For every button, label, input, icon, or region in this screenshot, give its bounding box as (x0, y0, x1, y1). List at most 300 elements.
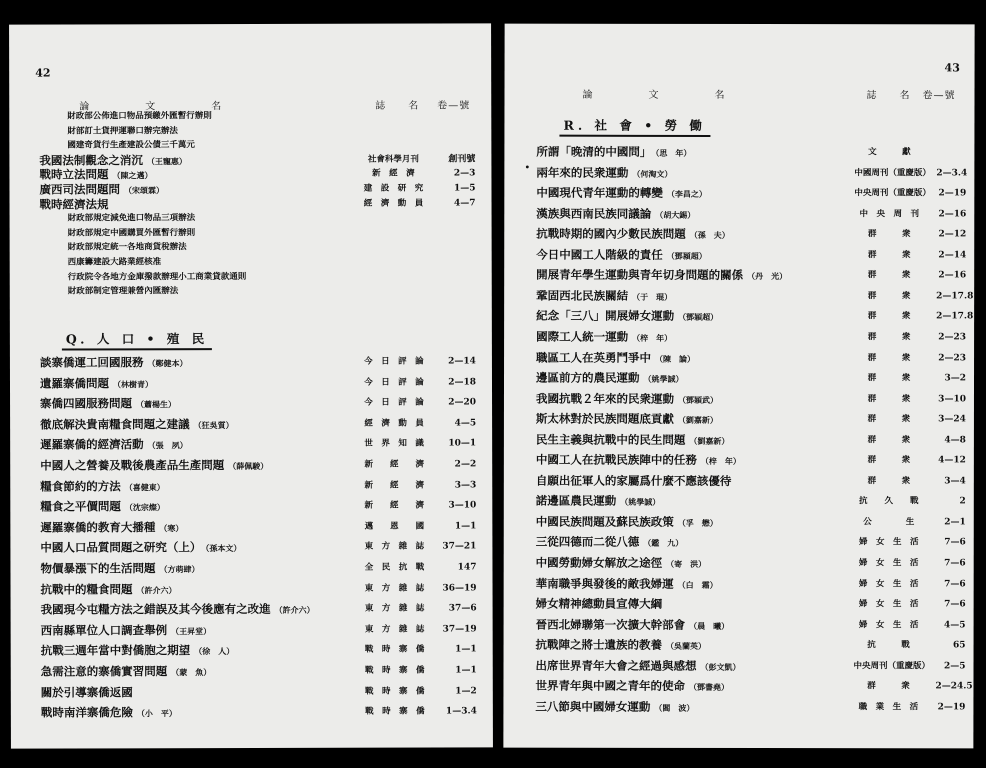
entry-row (536, 329, 966, 346)
entry-title-text: 廣西司法問題問 (39, 182, 121, 197)
entry-magazine: 群 衆 (867, 455, 911, 466)
entry-magazine: 中央周刊（重慶版） (854, 188, 931, 199)
entry-magazine: 群 衆 (867, 229, 911, 240)
entry-issue: 3—10 (938, 393, 966, 404)
entry-author: （姚學誠） (643, 373, 684, 384)
entry-author: （狂吳質） (193, 419, 234, 430)
entry-row (536, 596, 966, 613)
entry-row (536, 637, 966, 654)
entry-magazine: 邁 恩 國 (364, 521, 425, 532)
entry-title-text: 中國工人在抗戰民族陣中的任務 (535, 452, 697, 468)
entry-row (40, 374, 480, 391)
entry-magazine: 文 獻 (868, 147, 911, 158)
entry-issue: 2—23 (938, 352, 967, 363)
entry-magazine: 全 民 抗 戰 (364, 562, 425, 573)
entry-row (41, 662, 481, 679)
entry-magazine: 職 業 生 活 (858, 702, 919, 713)
entry-issue: 36—19 (442, 583, 477, 594)
entry-row (40, 415, 480, 432)
entry-row (536, 308, 974, 325)
entry-row (536, 534, 966, 551)
entry-author: （鑑 九） (643, 538, 684, 549)
entry-issue: 4—5 (454, 418, 477, 429)
entry-title-text: 晉西北婦聯第一次擴大幹部會 (535, 617, 686, 632)
entry-title (536, 637, 866, 655)
entry-title-text: 抗戰時期的國內少數民族問題 (536, 226, 686, 242)
entry-title-text: 邊區前方的農民運動 (536, 370, 640, 385)
entry-magazine: 群 衆 (867, 311, 911, 322)
entry-issue: 3—2 (944, 373, 967, 384)
entry-title (536, 185, 866, 203)
header-issue: 卷—號 (922, 90, 956, 102)
entry-title (40, 539, 360, 557)
entry-title-text: 職區工人在英勇鬥爭中 (536, 350, 652, 365)
entry-title (536, 246, 866, 264)
entry-author: （孫本文） (205, 543, 242, 554)
entry-issue: 2—3 (453, 168, 476, 179)
entry-issue: 147 (457, 562, 477, 573)
entry-magazine: 世 界 知 識 (364, 438, 424, 450)
entry-author: （白 霜） (677, 579, 718, 590)
entry-author: （鄧書堯） (688, 682, 729, 693)
entry-magazine: 今 日 評 論 (364, 397, 424, 408)
entry-issue: 1—1 (454, 521, 477, 532)
entry-issue: 4—5 (944, 619, 966, 631)
entry-author: （梓 年） (632, 332, 673, 343)
entry-issue: 2—17.8 (936, 311, 974, 322)
entry-magazine: 群 衆 (867, 681, 910, 692)
entry-title (40, 477, 360, 495)
entry-author: （陳之邁） (112, 170, 153, 181)
entry-issue: 2—19 (937, 702, 966, 713)
entry-issue: 1—1 (455, 644, 477, 655)
entry-title (41, 642, 361, 660)
entry-title (536, 226, 866, 244)
entry-title-text: 世界青年與中國之青年的使命 (535, 678, 685, 694)
entry-title (41, 663, 361, 681)
entry-row (536, 431, 966, 448)
entry-author: （小 平） (136, 708, 177, 719)
entry-title-text: 出席世界青年大會之經過與感想 (535, 658, 697, 673)
entry-author: （喜健東） (124, 481, 165, 492)
entry-author: （于 琨） (632, 291, 673, 302)
entry-title-text: 我國抗戰２年來的民衆運動 (535, 391, 674, 406)
entry-issue: 4—7 (453, 198, 476, 209)
entry-magazine: 群 衆 (867, 291, 911, 302)
entry-title (41, 580, 361, 598)
entry-row (536, 616, 966, 633)
entry-issue: 1—3.4 (445, 706, 477, 717)
entry-title-text: 今日中國工人階級的責任 (536, 247, 663, 262)
entry-magazine: 婦 女 生 活 (858, 619, 919, 630)
entry-row (536, 226, 966, 243)
entry-row (536, 144, 966, 161)
entry-magazine: 中國周刊（重慶版） (854, 167, 931, 178)
entry-author: （林樹青） (112, 378, 154, 389)
entry-author: （蒙 魚） (171, 667, 212, 678)
entry-title (536, 555, 866, 573)
entry-author: （鄧穎超） (678, 312, 719, 323)
entry-row (535, 657, 965, 674)
entry-title-text: 漢族與西南民族同議論 (536, 206, 652, 221)
entry-title (536, 493, 866, 511)
entry-author: （王寵惠） (146, 155, 187, 167)
entry-issue: 3—4 (944, 476, 966, 487)
entry-title (536, 575, 866, 593)
entry-row (41, 621, 481, 638)
entry-title (68, 283, 388, 300)
entry-issue: 37—19 (442, 624, 477, 635)
entry-magazine: 群 衆 (867, 270, 911, 281)
entry-row (535, 678, 973, 695)
entry-title (536, 308, 866, 326)
entry-title-text: 自願出征軍人的家屬爲什麼不應該優待 (535, 473, 732, 488)
entry-magazine: 東 方 雜 誌 (364, 624, 425, 635)
entry-title (536, 287, 866, 305)
entry-issue: 2—2 (454, 459, 477, 470)
entry-author: （劉嘉新） (689, 435, 730, 446)
entry-title (536, 144, 866, 162)
entry-author: （李昌之） (666, 188, 707, 200)
entry-title-text: 糧食之平價問題 (40, 499, 121, 514)
entry-title (536, 329, 866, 347)
entry-title-text: 婦女精神總動員宣傳大綱 (535, 596, 663, 611)
entry-magazine: 今 日 評 論 (364, 356, 424, 367)
entry-row (536, 185, 966, 202)
entry-title (40, 457, 360, 475)
entry-title-text: 遲羅寨僑的經濟活動 (40, 437, 144, 452)
entry-title-text: 抗戰三週年當中對僑胞之期望 (40, 643, 191, 658)
entry-magazine: 抗 久 戰 (859, 496, 919, 507)
entry-title-text: 我國現今屯糧方法之錯誤及其今後應有之改進 (40, 602, 271, 617)
entry-issue: 創刊號 (448, 154, 476, 165)
entry-magazine: 公 生 (863, 517, 915, 528)
entry-row (40, 395, 480, 412)
entry-magazine: 抗 戰 (867, 640, 910, 651)
entry-row (40, 456, 480, 473)
entry-magazine: 群 衆 (867, 414, 911, 425)
entry-author: （何淘文） (632, 168, 673, 179)
entry-magazine: 中 央 周 刊 (859, 208, 920, 219)
entry-issue: 2—1 (944, 517, 966, 528)
entry-issue: 2—18 (448, 377, 477, 388)
entry-title (536, 349, 866, 367)
entry-title-text: 糧食節約的方法 (40, 478, 121, 494)
entry-title-text: 行政院令各地方金庫撥款辦理小工商業貸款通則 (67, 271, 247, 283)
entry-title-text: 紀念「三八」開展婦女運動 (536, 309, 675, 324)
entry-title-text: 斯太林對於民族問題底貢獻 (535, 411, 674, 427)
entry-magazine: 新 經 濟 (372, 168, 415, 180)
entry-issue: 3—24 (938, 414, 966, 425)
entry-magazine: 戰 時 寨 僑 (365, 686, 425, 697)
entry-author: （姚學誠） (620, 497, 661, 508)
header-title: 論 文 名 (582, 89, 726, 101)
entry-title (40, 354, 360, 372)
entry-row (40, 498, 480, 515)
entry-row (536, 267, 966, 284)
entry-title (535, 698, 865, 716)
entry-title-text: 三從四德而二從八德 (535, 535, 640, 550)
entry-author: （彭文凱） (700, 661, 741, 672)
entry-magazine: 婦 女 生 活 (858, 578, 919, 589)
entry-row (40, 283, 480, 300)
entry-issue: 7—6 (944, 578, 966, 589)
entry-title-text: 急需注意的寨僑實習問題 (40, 664, 168, 679)
entry-row (41, 580, 481, 597)
entry-author: （薛佩駿） (228, 460, 269, 472)
entry-title-text: 國建奇貨行生產建設公債三千萬元 (67, 140, 195, 151)
entry-magazine: 東 方 雜 誌 (364, 603, 425, 614)
entry-author: （沈宗燦） (124, 502, 165, 513)
entry-title (535, 657, 865, 675)
entry-title (536, 596, 866, 613)
entry-title (40, 436, 360, 454)
entry-row (40, 518, 480, 535)
bullet-mark: • (524, 162, 531, 174)
entry-title-text: 戰時南洋寨僑危險 (40, 705, 133, 720)
entry-magazine: 新 經 濟 (364, 459, 424, 470)
page-number: 42 (35, 66, 51, 80)
entry-author: （王昇堂） (171, 625, 212, 637)
entry-issue: 2—14 (448, 356, 476, 367)
entry-title-text: 中國民族問題及蘇民族政策 (535, 514, 674, 529)
entry-title-text: 民生主義與抗戰中的民生問題 (535, 432, 686, 447)
entry-magazine: 東 方 雜 誌 (364, 541, 425, 553)
header-issue: 卷—號 (437, 100, 471, 112)
entry-title-text: 戰時經濟法規 (39, 196, 109, 212)
entry-title-text: 抗戰陣之將士遺族的教養 (535, 637, 663, 653)
entry-title (40, 519, 360, 537)
entry-issue: 4—12 (938, 455, 966, 466)
entry-row (536, 287, 974, 304)
entry-author: （許介六） (274, 605, 315, 616)
header-magazine: 誌 名 (866, 90, 911, 102)
entry-title-text: 抗戰中的糧食問題 (40, 581, 133, 597)
entry-title-text: 關於引導寨僑返國 (40, 684, 133, 700)
entry-issue: 2—17.8 (936, 291, 974, 302)
entry-author: （劉嘉新） (677, 415, 718, 426)
entry-author: （孚 懋） (677, 517, 718, 528)
entry-title (536, 370, 866, 388)
entry-issue: 1—1 (455, 665, 477, 676)
entry-magazine: 婦 女 生 活 (858, 558, 919, 569)
entry-magazine: 東 方 雜 誌 (364, 583, 425, 594)
entry-issue: 7—6 (944, 599, 966, 610)
entry-row (536, 370, 966, 387)
header-title: 論 文 名 (79, 101, 223, 113)
entry-magazine: 戰 時 寨 僑 (365, 706, 425, 717)
entry-title-text: 財部訂土貨押運聯口辦完辦法 (67, 125, 178, 137)
section-heading-q: Q. 人 口 • 殖 民 (62, 329, 212, 350)
entry-title-text: 財政部制定管理兼營內匯辦法 (67, 286, 179, 297)
entry-title-text: 遺羅寨僑問題 (39, 375, 110, 391)
entry-title-text: 我國法制觀念之消沉 (39, 153, 143, 168)
entry-author: （鄧潁超） (666, 250, 707, 261)
entry-title-text: 物價暴漲下的生活問題 (40, 561, 156, 576)
entry-issue: 2—23 (938, 332, 967, 343)
entry-magazine: 社會科學月刊 (367, 154, 419, 165)
entry-row (536, 390, 966, 407)
entry-row (40, 477, 480, 494)
section-heading-r: R. 社 會 • 勞 働 (559, 116, 710, 137)
entry-row (535, 698, 965, 715)
entry-magazine: 群 衆 (867, 476, 911, 487)
entry-row (41, 601, 481, 618)
entry-title-text: 談寨僑運工回國服務 (39, 355, 144, 370)
entry-title (536, 164, 866, 182)
entry-title-text: 寨僑四國服務問題 (40, 396, 133, 411)
entry-author: （思 年） (655, 147, 692, 158)
entry-author: （宋頌霖） (123, 185, 165, 196)
entry-magazine: 群 衆 (867, 393, 911, 404)
entry-issue: 2—20 (448, 397, 477, 408)
entry-title (536, 390, 866, 408)
entry-author: （晨 曦） (689, 620, 730, 631)
entry-row (536, 452, 966, 469)
entry-title-text: 中國現代青年運動的轉變 (536, 185, 663, 200)
entry-title-text: 鞏固西北民族關結 (536, 288, 629, 303)
entry-row (40, 436, 480, 453)
entry-magazine: 經 濟 動 員 (364, 418, 424, 429)
entry-author: （胡大錫） (655, 209, 696, 220)
entry-row (40, 559, 480, 576)
entry-author: （閻 波） (654, 702, 695, 713)
entry-title-text: 戰時立法問題 (39, 167, 109, 182)
entry-issue: 37—21 (442, 541, 477, 552)
entry-title (40, 374, 360, 392)
entry-row (40, 539, 480, 556)
entry-author: （吳蘭英） (666, 641, 707, 652)
entry-magazine: 今 日 評 論 (364, 377, 424, 388)
entry-magazine: 經 濟 動 員 (363, 198, 424, 209)
entry-issue: 3—10 (448, 500, 477, 511)
entry-row (536, 555, 966, 572)
entry-title (536, 514, 866, 532)
entry-title (40, 416, 360, 434)
entry-row (536, 205, 966, 222)
entry-issue: 2—12 (938, 229, 967, 240)
entry-title (40, 560, 360, 578)
entry-magazine: 新 經 濟 (364, 480, 425, 491)
entry-title-text: 國際工人統一運動 (536, 329, 629, 344)
entry-title-text: 財政部規定統一各地商貨稅辦法 (67, 242, 187, 253)
entry-title-text: 華南職爭與發後的敵我婦運 (535, 576, 674, 591)
entry-magazine: 婦 女 生 活 (858, 599, 919, 610)
entry-title-text: 西康籌建設大路業經核准 (67, 257, 162, 268)
entry-author: （梓 年） (700, 456, 741, 467)
entry-magazine: 群 衆 (867, 373, 911, 384)
entry-title (41, 622, 361, 640)
entry-row (536, 411, 966, 428)
entry-magazine: 群 衆 (867, 352, 911, 363)
left-page (9, 23, 493, 748)
entry-author: （方萌肆） (159, 564, 200, 575)
entry-magazine: 戰 時 寨 僑 (364, 644, 425, 656)
entry-author: （鄭健本） (147, 358, 188, 369)
entry-magazine: 戰 時 寨 僑 (364, 665, 425, 676)
entry-magazine: 群 衆 (867, 434, 911, 445)
entry-title-text: 中國勞動婦女解放之途徑 (535, 555, 663, 570)
entry-title-text: 所謂「晚清的中國問」 (536, 144, 652, 159)
entry-issue: 7—6 (944, 558, 966, 569)
entry-title-text: 財政部公佈進口物品預繳外匯暫行辦則 (67, 111, 212, 122)
entry-issue: 65 (953, 640, 966, 651)
entry-title (536, 534, 866, 552)
entry-row (536, 514, 966, 531)
entry-issue: 37—6 (448, 603, 477, 614)
entry-author: （徐 人） (194, 646, 235, 657)
entry-author: （張 夙） (147, 440, 188, 451)
entry-title (536, 616, 866, 634)
page-number: 43 (944, 61, 960, 75)
entry-issue: 2—16 (938, 270, 967, 281)
entry-title (536, 267, 866, 285)
right-page (503, 24, 974, 749)
entry-title (536, 472, 866, 489)
entry-magazine: 群 衆 (867, 249, 911, 261)
entry-row (536, 349, 966, 366)
entry-row (41, 683, 481, 700)
entry-author: （寒） (159, 522, 184, 534)
entry-title-text: 中國人口品質問題之研究（上） (40, 540, 202, 555)
entry-title (40, 395, 360, 413)
entry-issue: 2 (959, 496, 966, 507)
entry-title-text: 三八節與中國婦女運動 (535, 699, 651, 714)
entry-issue: 2—14 (938, 250, 967, 261)
entry-row (536, 246, 966, 263)
entry-title (41, 601, 361, 619)
entry-magazine: 群 衆 (867, 332, 911, 343)
entry-row (536, 472, 966, 489)
entry-issue: 2—19 (938, 188, 967, 199)
entry-title-text: 兩年來的民衆運動 (536, 165, 629, 180)
entry-magazine: 婦 女 生 活 (858, 537, 919, 548)
entry-row (41, 642, 481, 659)
entry-issue: 10—1 (448, 438, 477, 449)
entry-title (536, 431, 866, 449)
entry-title (536, 411, 866, 429)
entry-issue: 2—3.4 (936, 167, 968, 178)
entry-title (41, 683, 361, 700)
entry-title (536, 452, 866, 470)
entry-title (40, 498, 360, 516)
entry-author: （許介六） (136, 584, 177, 595)
entry-author: （孫 夫） (689, 230, 730, 241)
entry-title-text: 中國人之營養及戰後農產品生產問題 (40, 458, 225, 473)
entry-row (536, 575, 966, 592)
entry-issue: 4—8 (944, 435, 966, 446)
entry-title (535, 678, 865, 696)
entry-row (536, 164, 966, 181)
entry-magazine: 建 設 研 究 (363, 183, 424, 194)
entry-issue: 1—5 (453, 183, 476, 194)
entry-title-text: 財政部規定減免進口物品三項辦法 (67, 213, 196, 224)
entry-magazine: 中央周刊（重慶版） (853, 660, 931, 672)
entry-title-text: 徹底解決貴南糧食問題之建議 (40, 416, 190, 432)
entry-title (41, 704, 361, 722)
entry-title-text: 諾邊區農民運動 (535, 493, 617, 509)
entry-author: （陳 論） (655, 353, 696, 364)
entry-title (536, 205, 866, 223)
entry-row (40, 353, 480, 370)
entry-issue: 2—24.5 (935, 681, 973, 692)
entry-title-text: 財政部規定中國購買外匯暫行辦則 (67, 227, 196, 239)
entry-row (536, 493, 966, 510)
entry-author: （蕭楊生） (136, 399, 177, 410)
entry-issue: 2—16 (938, 208, 967, 220)
entry-author: （鄧穎武） (677, 394, 718, 405)
entry-title-text: 開展青年學生運動與青年切身問題的關係 (536, 267, 744, 283)
